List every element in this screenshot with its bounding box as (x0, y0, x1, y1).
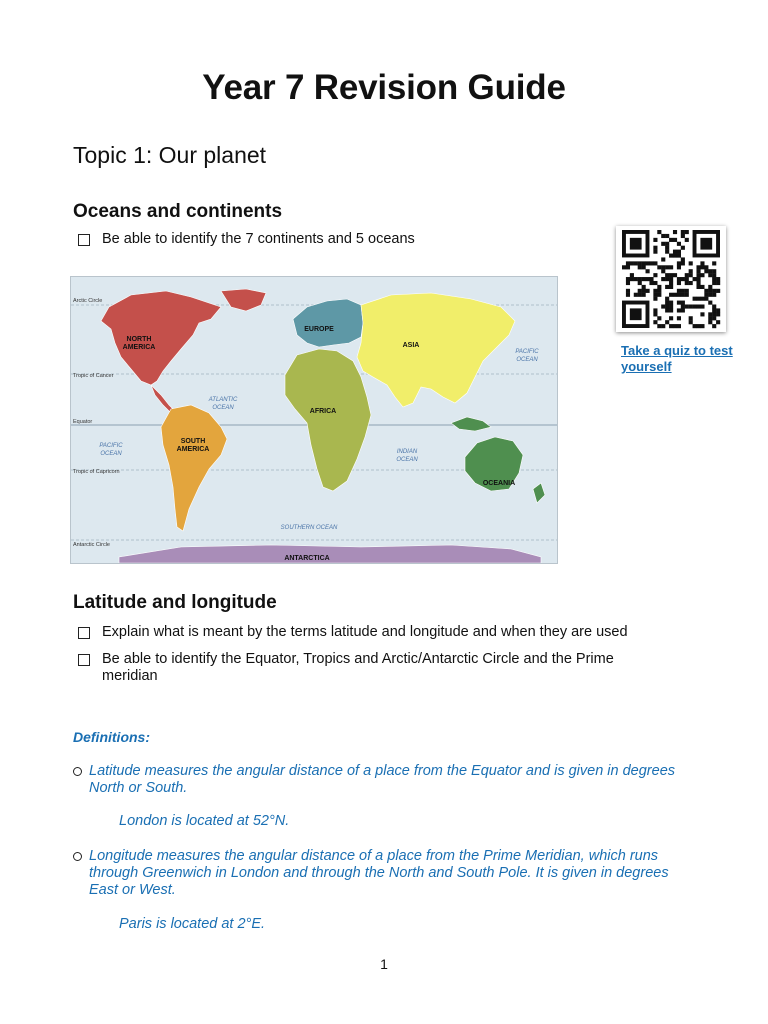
africa-label: AFRICA (309, 408, 337, 415)
pacific-ocean-east-label-1: PACIFIC (515, 349, 539, 355)
quiz-link[interactable]: Take a quiz to test yourself (621, 343, 733, 374)
indian-ocean-label-1: INDIAN (396, 449, 418, 455)
checklist-text: Explain what is meant by the terms latitude and longitude and when they are used (102, 624, 628, 640)
section-heading-latitude: Latitude and longitude (73, 592, 277, 613)
bullet-icon (73, 767, 82, 776)
pacific-ocean-east-label-2: OCEAN (516, 357, 538, 363)
checkbox-icon[interactable] (78, 234, 90, 246)
world-map-image (71, 277, 557, 563)
bullet-icon (73, 852, 82, 861)
southern-ocean-label: SOUTHERN OCEAN (280, 525, 338, 531)
oceania-label: OCEANIA (482, 480, 516, 487)
topic-heading: Topic 1: Our planet (73, 142, 267, 168)
section-heading-oceans: Oceans and continents (73, 201, 283, 222)
equator-label: Equator (73, 419, 93, 425)
qr-code[interactable] (616, 226, 726, 332)
checkbox-icon[interactable] (78, 627, 90, 639)
atlantic-ocean-label-2: OCEAN (212, 405, 234, 411)
south-america-label-1: SOUTH (180, 438, 206, 445)
antarctica-label: ANTARCTICA (284, 555, 330, 562)
tropic-cancer-label: Tropic of Cancer (73, 373, 114, 379)
pacific-ocean-west-label-2: OCEAN (100, 451, 122, 457)
definition-text: Longitude measures the angular distance of a place from the Prime Meridian, which runs through Greenwich in London and through the North and South Pole. It is given in degrees East or West. (89, 848, 669, 898)
north-america-label-1: NORTH (126, 336, 152, 343)
asia-label: ASIA (402, 342, 420, 349)
tropic-capricorn-label: Tropic of Capricorn (73, 469, 120, 475)
longitude-example: Paris is located at 2°E. (119, 916, 266, 932)
antarctica-shape (119, 545, 541, 563)
checklist-item-continents (78, 231, 678, 248)
checklist-item-lines (78, 651, 658, 685)
world-map (70, 276, 558, 564)
definitions-label: Definitions: (73, 729, 150, 745)
checklist-text: Be able to identify the 7 continents and 5 oceans (102, 231, 415, 247)
qr-code-image (616, 226, 726, 332)
definition-text: Latitude measures the angular distance of a place from the Equator and is given in degrees North or South. (89, 763, 676, 796)
definition-longitude (73, 848, 693, 899)
south-america-label-2: AMERICA (176, 446, 210, 453)
page-title: Year 7 Revision Guide (202, 68, 566, 107)
definition-latitude (73, 763, 683, 797)
atlantic-ocean-label-1: ATLANTIC (208, 397, 238, 403)
pacific-ocean-west-label-1: PACIFIC (99, 443, 123, 449)
checkbox-icon[interactable] (78, 654, 90, 666)
page-number: 1 (380, 956, 388, 972)
checklist-text: Be able to identify the Equator, Tropics and Arctic/Antarctic Circle and the Prime meridian (102, 651, 614, 684)
indian-ocean-label-2: OCEAN (396, 457, 418, 463)
arctic-circle-label: Arctic Circle (73, 298, 103, 304)
antarctic-circle-label: Antarctic Circle (73, 542, 110, 548)
europe-label: EUROPE (304, 326, 334, 333)
latitude-example: London is located at 52°N. (119, 813, 290, 829)
north-america-label-2: AMERICA (122, 344, 156, 351)
checklist-item-terms (78, 624, 678, 641)
